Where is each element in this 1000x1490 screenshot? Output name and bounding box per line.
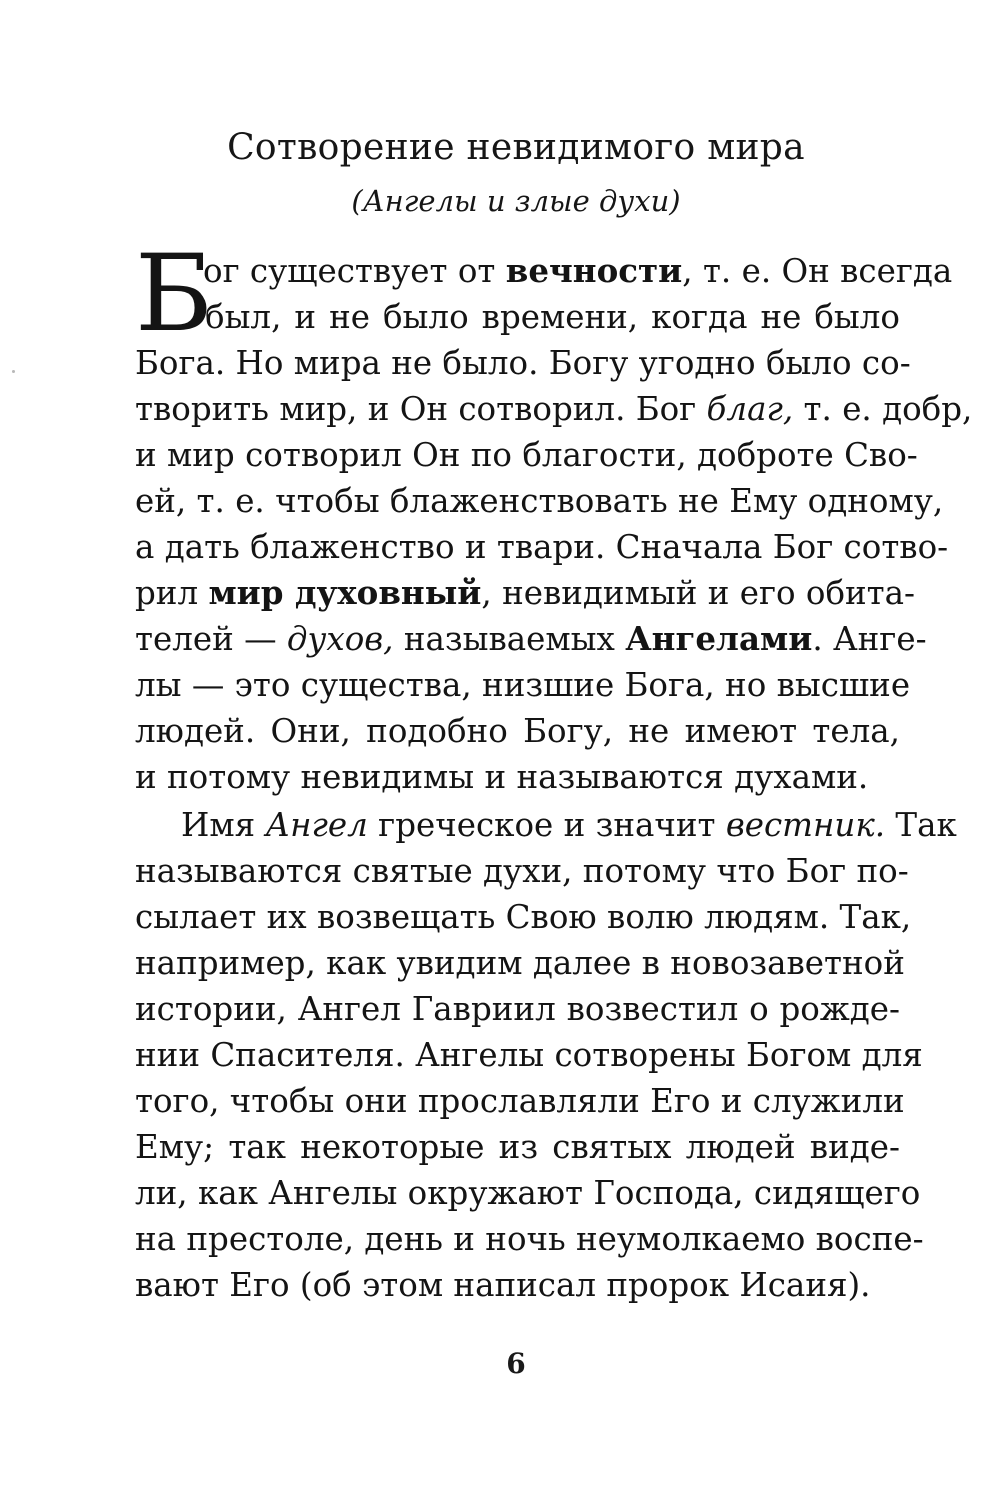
text-run: т. е. добр, [793,390,973,428]
text-run: греческое и значит [367,806,726,844]
text-line [135,386,973,432]
text-line: и мир сотворил Он по благости, доброте Сво- [135,436,918,474]
text-line: Ему; так некоторые из святых людей виде- [135,1128,900,1166]
text-run: творить мир, и Он сотворил. Бог [135,390,707,428]
text-line: ей, т. е. чтобы блаженствовать не Ему одному, [135,482,944,520]
body-text [135,232,973,1308]
chapter-title: Сотворение невидимого мира [227,127,805,168]
paragraph-2 [135,802,957,1308]
text-line [135,802,957,848]
text-line [135,248,953,294]
text-line [135,570,916,616]
text-run: , т. е. Он всегда [682,252,953,290]
text-line: истории, Ангел Гавриил возвестил о рожде- [135,990,900,1028]
text-line: и потому невидимы и называются духами. [135,758,869,796]
italic-term: вестник. [725,806,886,844]
text-line [135,616,927,662]
text-line: людей. Они, подобно Богу, не имеют тела, [135,712,900,750]
text-line: был, и не было времени, когда не было [205,298,900,336]
text-line: нии Спасителя. Ангелы сотворены Богом для [135,1036,923,1074]
text-run: , невидимый и его обита- [481,574,916,612]
text-run: телей — [135,620,287,658]
text-run: Имя [181,806,266,844]
text-run: ог существует от [203,252,506,290]
text-line: лы — это существа, низшие Бога, но высшие [135,666,911,704]
bold-term: Ангелами [625,619,813,658]
italic-term: благ, [706,390,794,428]
margin-speck [12,370,15,373]
italic-term: духов, [286,620,394,658]
text-line: сылает их возвещать Свою волю людям. Так, [135,898,912,936]
drop-cap: Б [135,232,213,355]
text-line: называются святые духи, потому что Бог по- [135,852,909,890]
bold-term: мир духовный [208,573,482,612]
text-line: например, как увидим далее в новозаветной [135,944,905,982]
page-number: 6 [506,1347,526,1380]
paragraph-1 [135,232,973,800]
text-line: ли, как Ангелы окружают Господа, сидящего [135,1174,921,1212]
text-run: Так [885,806,957,844]
text-run: . Анге- [812,620,927,658]
italic-term: Ангел [265,806,368,844]
text-line: вают Его (об этом написал пророк Исаия). [135,1266,871,1304]
text-line: а дать блаженство и твари. Сначала Бог сотво- [135,528,949,566]
chapter-subtitle: (Ангелы и злые духи) [351,184,681,218]
text-run: называемых [393,620,626,658]
text-run: рил [135,574,209,612]
bold-term: вечности [505,251,683,290]
text-line: на престоле, день и ночь неумолкаемо воспе- [135,1220,924,1258]
text-line: Бога. Но мира не было. Богу угодно было со- [135,344,911,382]
text-line: того, чтобы они прославляли Его и служили [135,1082,905,1120]
